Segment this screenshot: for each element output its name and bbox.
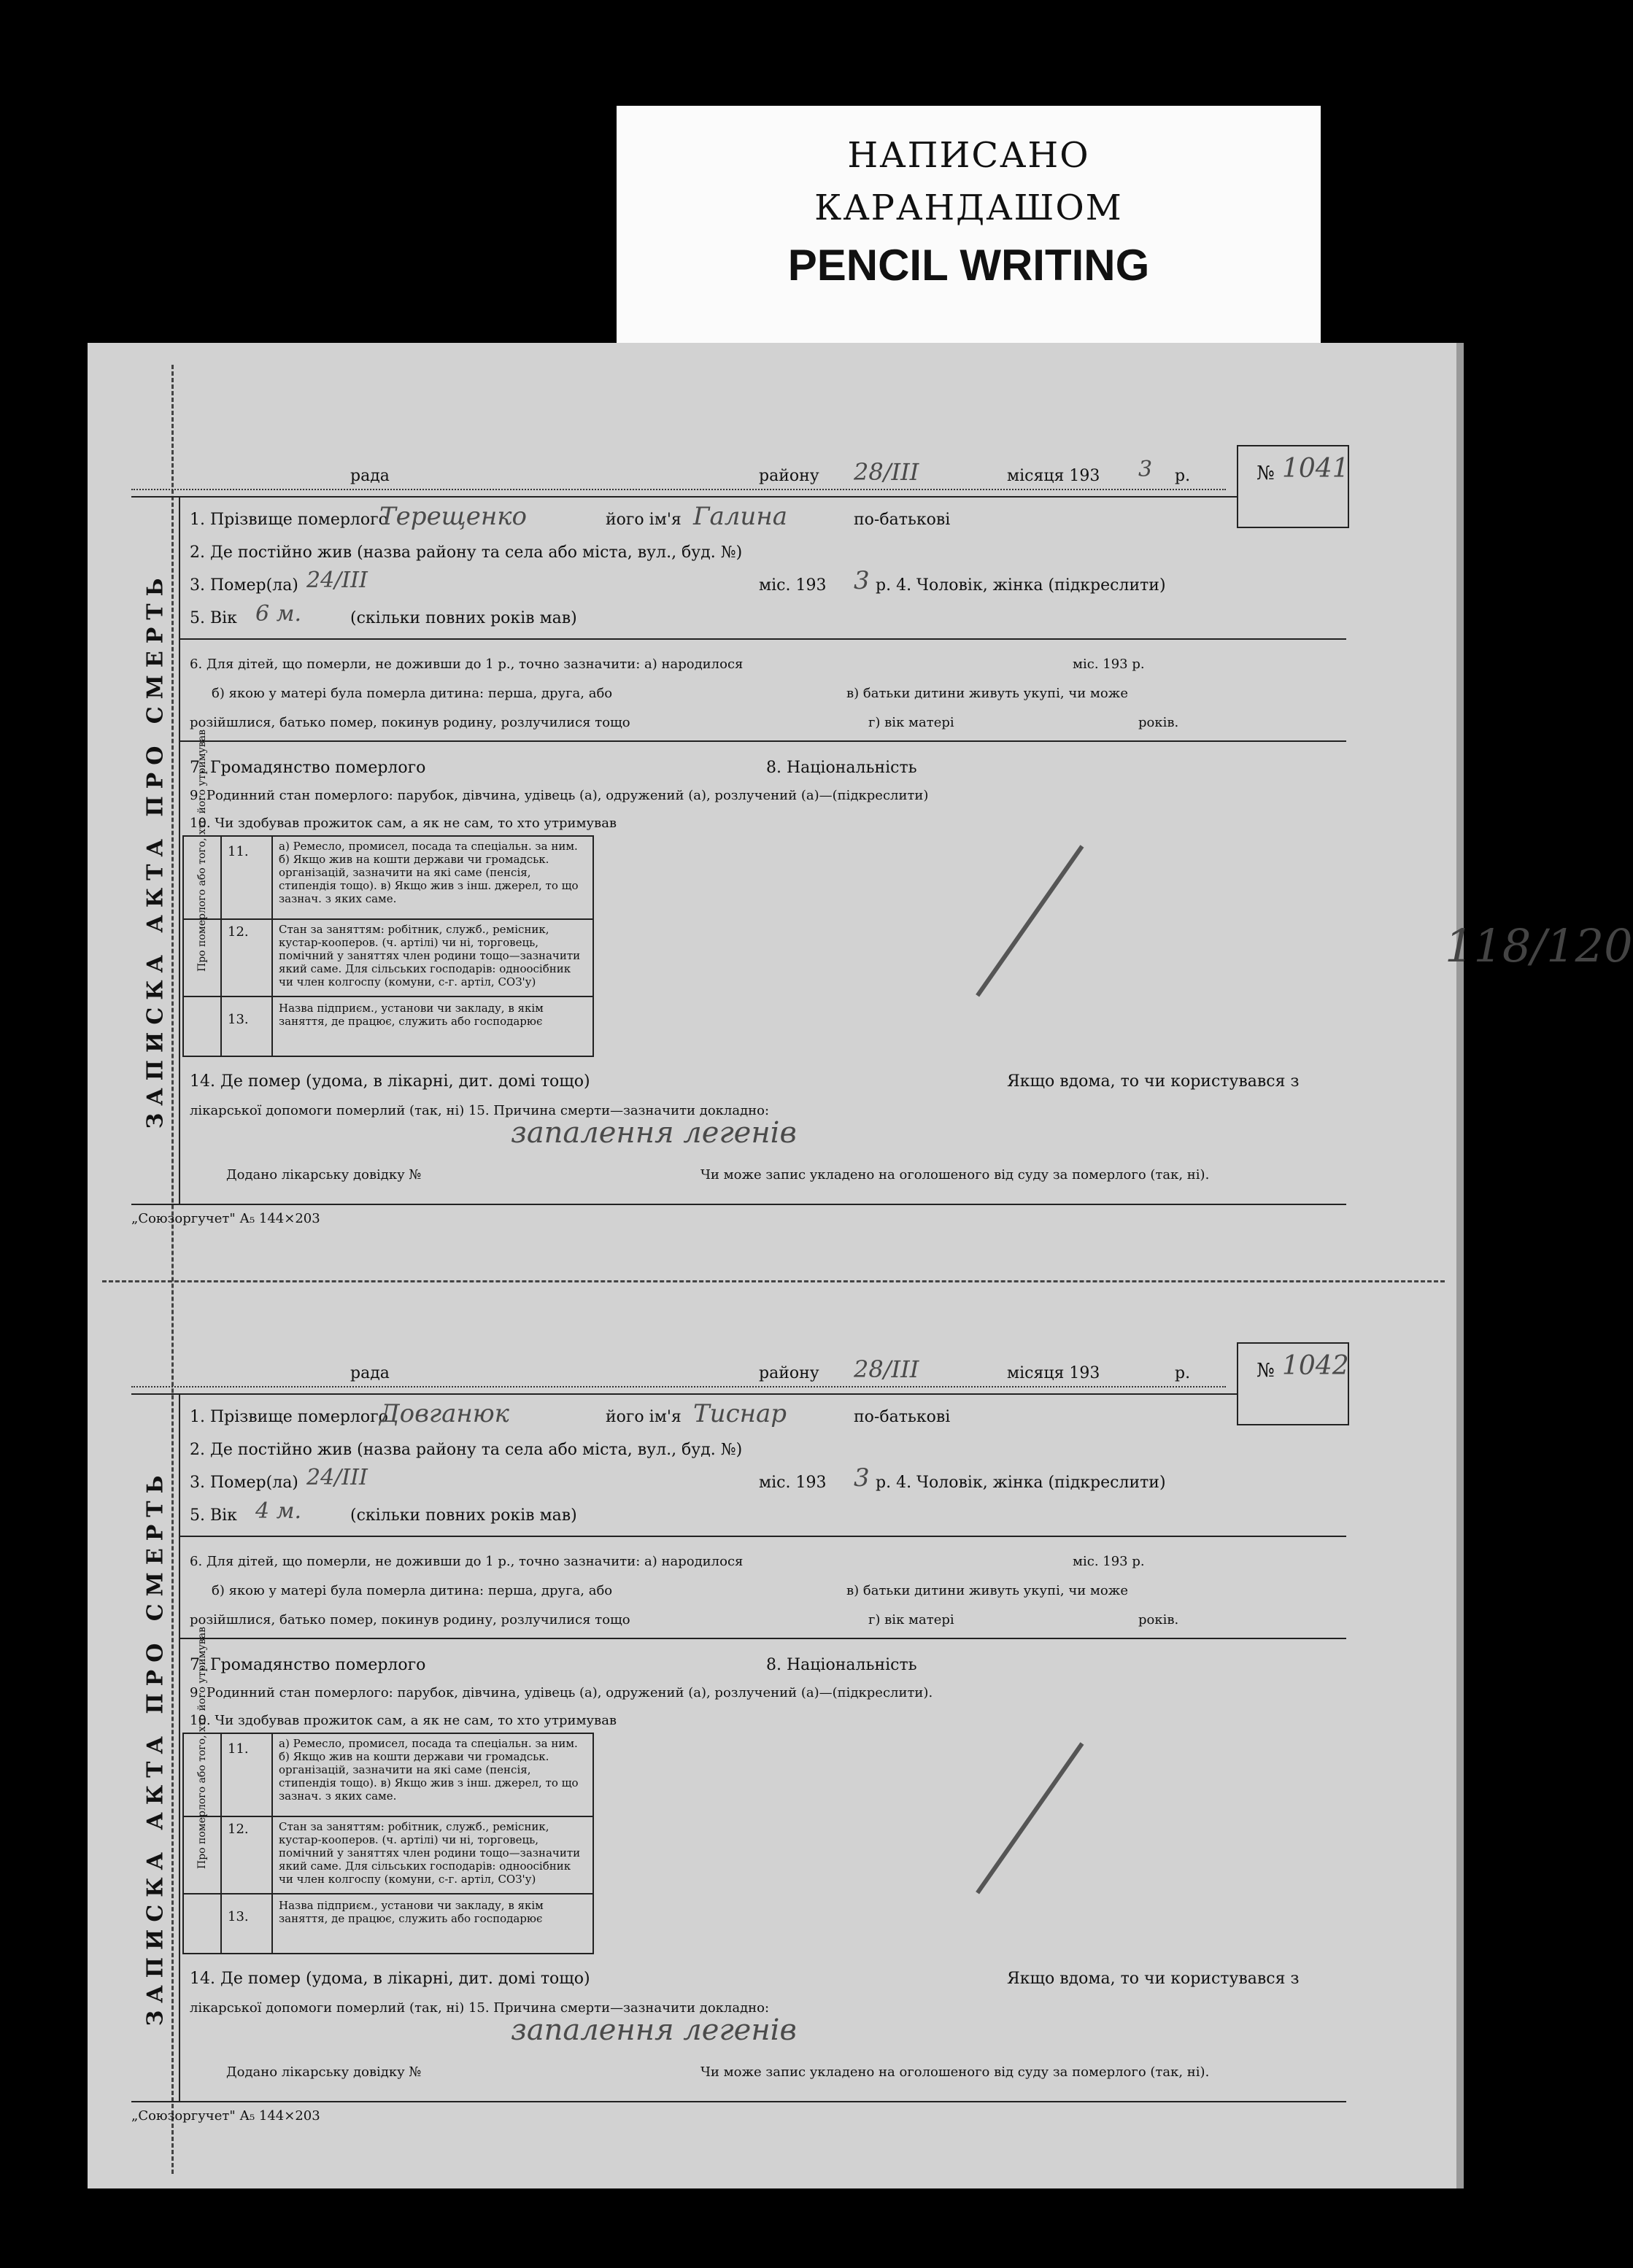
rule xyxy=(131,2101,1346,2102)
s12-text: Стан за заняттям: робітник, служб., ремісник, кустар-кооперов. (ч. артілі) чи ні, торговець, помічний у заняттях член родини тощо—зазначити який саме. Для сільських господарів: одноосібник чи член колгоспу (комуни, с-г. артіл, СОЗ'у) xyxy=(279,1820,581,1886)
label-line-1: НАПИСАНО xyxy=(847,135,1090,176)
field-6a2: міс. 193 р. xyxy=(1073,1554,1145,1569)
field-death-label: 3. Помер(ла) xyxy=(190,1474,298,1492)
field-age-label: 5. Вік xyxy=(190,1506,237,1525)
death-date-value: 24/ІІІ xyxy=(306,568,368,593)
cause-value: запалення легенів xyxy=(511,2013,797,2047)
field-surname-label: 1. Прізвище померлого xyxy=(190,1408,388,1426)
surname-value: Терещенко xyxy=(379,502,528,531)
field-6a: 6. Для дітей, що померли, не доживши до 1 р., точно зазначити: а) народилося xyxy=(190,657,744,672)
s11-text: а) Ремесло, промисел, посада та спеціальн. за ним. б) Якщо жив на кошти держави чи громадськ. організацій, зазначити на які саме (пенсія, стипендія тощо). в) Якщо жив з інш. джерел, то що зазнач. з яких саме. xyxy=(279,840,579,905)
rada-label: рада xyxy=(350,1364,390,1382)
field-nationality: 8. Національність xyxy=(766,759,917,777)
record-number-box xyxy=(1237,1342,1349,1425)
rule xyxy=(179,1536,1346,1537)
field-marital: 9. Родинний стан померлого: парубок, дівчина, удівець (а), одружений (а), розлучений (а)—(підкреслити) xyxy=(190,788,929,803)
side-title-text: ЗАПИСКА АКТА ПРО СМЕРТЬ xyxy=(142,570,168,1129)
printer-mark: „Союзоргучет" А₅ 144×203 xyxy=(131,2108,320,2124)
record-number: 1042 xyxy=(1282,1351,1349,1381)
s13-num: 13. xyxy=(228,1909,249,1924)
field-name-label: його ім'я xyxy=(606,511,682,529)
s12-text: Стан за заняттям: робітник, служб., ремісник, кустар-кооперов. (ч. артілі) чи ні, торговець, помічний у заняттях член родини тощо—зазначити який саме. Для сільських господарів: одноосібник чи член колгоспу (комуни, с-г. артіл, СОЗ'у) xyxy=(279,923,581,988)
raion-label: району xyxy=(759,1364,819,1382)
printer-mark: „Союзоргучет" А₅ 144×203 xyxy=(131,1211,320,1226)
s11-num: 11. xyxy=(228,844,249,859)
record-number-box xyxy=(1237,445,1349,528)
side-title xyxy=(131,496,180,1204)
field-6b2: в) батьки дитини живуть укупі, чи може xyxy=(846,1583,1128,1598)
field-6c2: г) вік матері xyxy=(868,715,954,730)
field-age-note: (скільки повних років мав) xyxy=(350,1506,577,1525)
month-label: місяця 193 xyxy=(1007,1364,1100,1382)
label-line-2: КАРАНДАШОМ xyxy=(814,187,1123,228)
rada-label: рада xyxy=(350,467,390,485)
field-6b: б) якою у матері була померла дитина: перша, друга, або xyxy=(212,1583,613,1598)
field-death-year-label: міс. 193 xyxy=(759,1474,827,1492)
death-date-value: 24/ІІІ xyxy=(306,1465,368,1490)
rule xyxy=(179,638,1346,640)
date-handwritten: 28/ІІІ xyxy=(854,1355,919,1383)
field-court: Чи може запис укладено на оголошеного від суду за померлого (так, ні). xyxy=(700,2064,1210,2080)
subtable-side-label: Про померлого або того, хто його утримував xyxy=(196,1627,208,1869)
marginal-note: 118/120 xyxy=(1445,919,1633,972)
s13-num: 13. xyxy=(228,1012,249,1027)
side-title xyxy=(131,1393,180,2101)
cause-value: запалення легенів xyxy=(511,1116,797,1150)
number-sign: № xyxy=(1256,462,1275,484)
field-6c3: років. xyxy=(1138,1612,1179,1628)
field-marital: 9. Родинний стан померлого: парубок, дівчина, удівець (а), одружений (а), розлучений (а)—(підкреслити). xyxy=(190,1685,933,1700)
field-death-label: 3. Помер(ла) xyxy=(190,576,298,595)
field-6b2: в) батьки дитини живуть укупі, чи може xyxy=(846,686,1128,701)
date-handwritten: 28/ІІІ xyxy=(854,458,919,486)
s13-text: Назва підприєм., установи чи закладу, в якім заняття, де працює, служить або господарює xyxy=(279,1899,544,1925)
s12-num: 12. xyxy=(228,1822,249,1837)
raion-label: району xyxy=(759,467,819,485)
header-rule xyxy=(131,1393,1237,1395)
rule xyxy=(131,1204,1346,1205)
field-home-care: Якщо вдома, то чи користувався з xyxy=(1007,1072,1300,1091)
s13-text: Назва підприєм., установи чи закладу, в якім заняття, де працює, служить або господарює xyxy=(279,1002,544,1028)
field-6c: розійшлися, батько помер, покинув родину, розлучилися тощо xyxy=(190,715,630,730)
s12-num: 12. xyxy=(228,924,249,940)
s11-num: 11. xyxy=(228,1741,249,1757)
field-surname-label: 1. Прізвище померлого xyxy=(190,511,388,529)
name-value: Тиснар xyxy=(693,1399,787,1428)
field-patronymic-label: по-батькові xyxy=(854,511,951,529)
side-title-text: ЗАПИСКА АКТА ПРО СМЕРТЬ xyxy=(142,1468,168,2027)
pencil-writing-label xyxy=(617,106,1321,361)
field-residence-label: 2. Де постійно жив (назва району та села або міста, вул., буд. №) xyxy=(190,543,743,562)
field-citizenship: 7. Громадянство померлого xyxy=(190,759,426,777)
field-place: 14. Де помер (удома, в лікарні, дит. домі тощо) xyxy=(190,1072,590,1091)
field-nationality: 8. Національність xyxy=(766,1656,917,1674)
label-line-3: PENCIL WRITING xyxy=(787,241,1150,290)
perforation-horizontal xyxy=(102,1280,1445,1282)
field-place: 14. Де помер (удома, в лікарні, дит. домі тощо) xyxy=(190,1970,590,1988)
field-sex-label: р. 4. Чоловік, жінка (підкреслити) xyxy=(876,1474,1166,1492)
page-edge xyxy=(1456,343,1464,2188)
field-sex-label: р. 4. Чоловік, жінка (підкреслити) xyxy=(876,576,1166,595)
rule xyxy=(179,1638,1346,1639)
field-death-year-label: міс. 193 xyxy=(759,576,827,595)
field-supported: 10. Чи здобував прожиток сам, а як не сам, то хто утримував xyxy=(190,816,617,831)
field-6a: 6. Для дітей, що померли, не доживши до 1 р., точно зазначити: а) народилося xyxy=(190,1554,744,1569)
month-label: місяця 193 xyxy=(1007,467,1100,485)
field-cause-label: лікарської допомоги померлий (так, ні) 15. Причина смерти—зазначити докладно: xyxy=(190,2000,770,2016)
r-label: р. xyxy=(1175,467,1191,485)
name-value: Галина xyxy=(693,502,787,531)
field-patronymic-label: по-батькові xyxy=(854,1408,951,1426)
record-number: 1041 xyxy=(1282,454,1349,484)
header-rule xyxy=(131,496,1237,498)
age-value: 4 м. xyxy=(255,1498,302,1524)
subtable-side-label: Про померлого або того, хто його утримував xyxy=(196,729,208,972)
surname-value: Довганюк xyxy=(379,1399,509,1428)
field-name-label: його ім'я xyxy=(606,1408,682,1426)
field-age-label: 5. Вік xyxy=(190,609,237,627)
field-court: Чи може запис укладено на оголошеного від суду за померлого (так, ні). xyxy=(700,1167,1210,1183)
field-6a2: міс. 193 р. xyxy=(1073,657,1145,672)
field-6b: б) якою у матері була померла дитина: перша, друга, або xyxy=(212,686,613,701)
field-certificate: Додано лікарську довідку № xyxy=(226,1167,422,1183)
number-sign: № xyxy=(1256,1360,1275,1382)
field-6c3: років. xyxy=(1138,715,1179,730)
death-year-value: 3 xyxy=(854,566,870,595)
field-citizenship: 7. Громадянство померлого xyxy=(190,1656,426,1674)
year-handwritten: 3 xyxy=(1138,457,1153,482)
field-residence-label: 2. Де постійно жив (назва району та села або міста, вул., буд. №) xyxy=(190,1441,743,1459)
field-home-care: Якщо вдома, то чи користувався з xyxy=(1007,1970,1300,1988)
field-cause-label: лікарської допомоги померлий (так, ні) 15. Причина смерти—зазначити докладно: xyxy=(190,1103,770,1118)
death-year-value: 3 xyxy=(854,1463,870,1493)
field-supported: 10. Чи здобував прожиток сам, а як не сам, то хто утримував xyxy=(190,1713,617,1728)
rule xyxy=(179,740,1346,742)
field-6c2: г) вік матері xyxy=(868,1612,954,1628)
age-value: 6 м. xyxy=(255,601,302,627)
r-label: р. xyxy=(1175,1364,1191,1382)
s11-text: а) Ремесло, промисел, посада та спеціальн. за ним. б) Якщо жив на кошти держави чи громадськ. організацій, зазначити на які саме (пенсія, стипендія тощо). в) Якщо жив з інш. джерел, то що зазнач. з яких саме. xyxy=(279,1737,579,1803)
field-certificate: Додано лікарську довідку № xyxy=(226,2064,422,2080)
field-6c: розійшлися, батько помер, покинув родину, розлучилися тощо xyxy=(190,1612,630,1628)
field-age-note: (скільки повних років мав) xyxy=(350,609,577,627)
